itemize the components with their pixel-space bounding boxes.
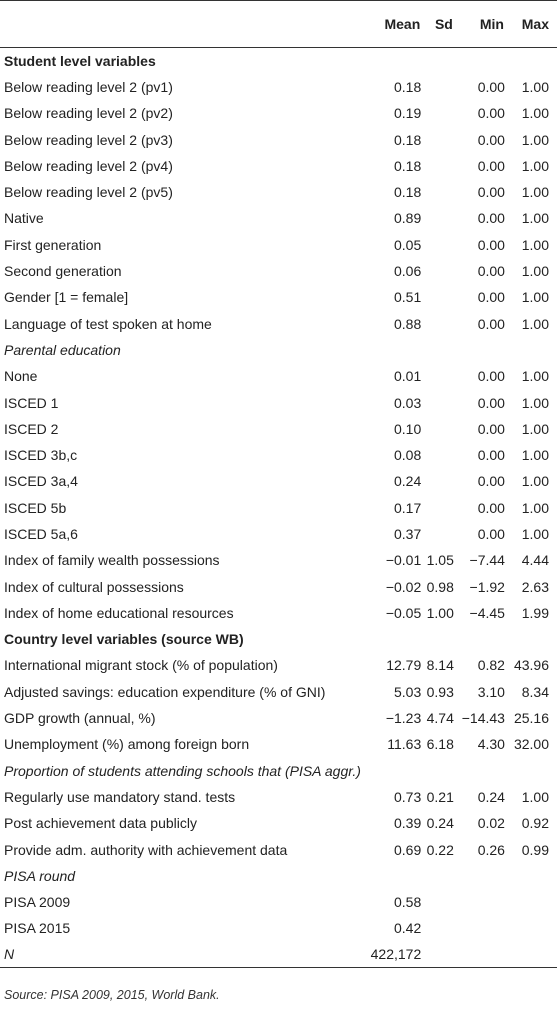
cell-max [505, 337, 557, 363]
cell-max: 1.00 [521, 131, 549, 148]
row-label: First generation [4, 236, 102, 253]
row-label: Language of test spoken at home [4, 315, 212, 332]
table-row [0, 232, 557, 258]
cell-sd [421, 153, 454, 179]
cell-min: −4.45 [469, 604, 505, 621]
cell-sd [421, 363, 454, 389]
table-body [0, 48, 557, 968]
table-row [0, 416, 557, 442]
cell-min: 0.00 [477, 289, 505, 306]
cell-min: 0.00 [477, 78, 505, 95]
row-label: ISCED 1 [4, 394, 59, 411]
table-row [0, 468, 557, 494]
cell-sd: 1.05 [426, 552, 454, 569]
cell-max [505, 48, 557, 74]
row-label: Below reading level 2 (pv3) [4, 131, 173, 148]
row-label: Unemployment (%) among foreign born [4, 736, 250, 753]
table-row [0, 600, 557, 626]
row-label: Post achievement data publicly [4, 815, 197, 832]
cell-max: 1.00 [521, 499, 549, 516]
cell-max [505, 758, 557, 784]
cell-mean: 0.10 [394, 420, 422, 437]
cell-max: 1.00 [521, 157, 549, 174]
cell-max: 1.00 [521, 105, 549, 122]
cell-mean: 0.42 [394, 920, 422, 937]
table-row [0, 389, 557, 415]
row-label: PISA 2009 [4, 894, 71, 911]
row-label: Country level variables (source WB) [4, 631, 244, 648]
row-label: Adjusted savings: education expenditure (% of GNI) [4, 683, 326, 700]
row-label: Regularly use mandatory stand. tests [4, 788, 236, 805]
cell-sd [421, 468, 454, 494]
cell-max: 1.00 [521, 788, 549, 805]
cell-min [454, 758, 505, 784]
subheading-row [0, 942, 557, 968]
cell-max: 1.00 [521, 263, 549, 280]
cell-max: 0.92 [521, 815, 549, 832]
cell-mean: 0.03 [394, 394, 422, 411]
cell-sd: 4.74 [426, 710, 454, 727]
row-label: ISCED 5b [4, 499, 67, 516]
cell-max: 25.16 [513, 710, 549, 727]
cell-min [454, 48, 505, 74]
table-row [0, 731, 557, 757]
row-label: ISCED 3b,c [4, 447, 78, 464]
cell-mean: 0.73 [394, 788, 422, 805]
cell-sd [421, 495, 454, 521]
cell-max: 1.00 [521, 210, 549, 227]
cell-min: 0.00 [477, 315, 505, 332]
row-label: ISCED 3a,4 [4, 473, 78, 490]
cell-min: 0.00 [477, 236, 505, 253]
cell-sd [421, 337, 454, 363]
cell-sd: 1.00 [426, 604, 454, 621]
table-row [0, 784, 557, 810]
cell-min [454, 863, 505, 889]
cell-max: 1.00 [521, 78, 549, 95]
cell-max: 8.34 [521, 683, 549, 700]
cell-min: 0.00 [477, 184, 505, 201]
cell-sd [421, 48, 454, 74]
cell-min: 4.30 [477, 736, 505, 753]
cell-min [454, 337, 505, 363]
cell-min: −1.92 [469, 578, 505, 595]
cell-sd: 0.24 [426, 815, 454, 832]
cell-min [454, 915, 505, 941]
row-label: Gender [1 = female] [4, 289, 129, 306]
section-header-row [0, 48, 557, 74]
table-row [0, 258, 557, 284]
cell-min: 0.24 [477, 788, 505, 805]
cell-max: 1.00 [521, 525, 549, 542]
cell-max: 1.00 [521, 236, 549, 253]
cell-mean: 0.06 [394, 263, 422, 280]
cell-sd [421, 284, 454, 310]
cell-sd [421, 126, 454, 152]
row-label: Index of family wealth possessions [4, 552, 220, 569]
cell-sd [421, 942, 454, 968]
row-label: ISCED 5a,6 [4, 525, 78, 542]
cell-mean: 0.18 [394, 184, 422, 201]
cell-max [505, 626, 557, 652]
cell-min: 0.02 [477, 815, 505, 832]
cell-min [454, 626, 505, 652]
cell-min: 0.00 [477, 263, 505, 280]
row-label: Native [4, 210, 44, 227]
cell-min: 0.00 [477, 394, 505, 411]
table-row [0, 495, 557, 521]
row-label: PISA round [4, 867, 76, 884]
cell-sd [421, 626, 454, 652]
cell-min: 0.00 [477, 131, 505, 148]
table-row [0, 705, 557, 731]
header-sd: Sd [421, 1, 454, 48]
cell-min: 3.10 [477, 683, 505, 700]
cell-mean: 0.58 [394, 894, 422, 911]
header-min: Min [454, 1, 505, 48]
cell-sd: 6.18 [426, 736, 454, 753]
cell-sd [421, 389, 454, 415]
source-note: Source: PISA 2009, 2015, World Bank. [4, 988, 220, 1002]
cell-mean: 422,172 [361, 942, 421, 968]
cell-mean: −1.23 [385, 710, 422, 727]
header-mean: Mean [361, 1, 421, 48]
row-label: Index of home educational resources [4, 604, 234, 621]
cell-mean: 0.08 [394, 447, 422, 464]
cell-max: 32.00 [513, 736, 549, 753]
cell-mean: 0.89 [394, 210, 422, 227]
cell-min: 0.00 [477, 473, 505, 490]
cell-max: 1.99 [521, 604, 549, 621]
cell-min: 0.26 [477, 841, 505, 858]
cell-min: 0.00 [477, 105, 505, 122]
cell-mean: 0.39 [394, 815, 422, 832]
cell-mean: 0.17 [394, 499, 422, 516]
table-row [0, 547, 557, 573]
table-row [0, 521, 557, 547]
cell-max: 1.00 [521, 289, 549, 306]
header-max: Max [505, 1, 557, 48]
cell-max [505, 915, 557, 941]
row-label: N [0, 942, 361, 968]
cell-sd [421, 310, 454, 336]
cell-mean [361, 337, 421, 363]
row-label: Below reading level 2 (pv2) [4, 105, 173, 122]
cell-max: 1.00 [521, 473, 549, 490]
row-label: Provide adm. authority with achievement data [4, 841, 288, 858]
cell-sd: 0.22 [426, 841, 454, 858]
cell-min: 0.00 [477, 525, 505, 542]
table-row [0, 363, 557, 389]
cell-mean: 0.19 [394, 105, 422, 122]
cell-min: 0.00 [477, 157, 505, 174]
cell-max: 1.00 [521, 315, 549, 332]
cell-max: 1.00 [521, 184, 549, 201]
cell-sd [421, 442, 454, 468]
cell-max: 1.00 [521, 447, 549, 464]
table-row [0, 889, 557, 915]
table-row [0, 100, 557, 126]
cell-max: 43.96 [513, 657, 549, 674]
cell-sd [421, 521, 454, 547]
cell-sd [421, 758, 454, 784]
row-label: International migrant stock (% of population) [4, 657, 278, 674]
cell-max: 1.00 [521, 420, 549, 437]
cell-sd: 0.93 [426, 683, 454, 700]
table-row [0, 284, 557, 310]
cell-max [505, 863, 557, 889]
section-header-row [0, 626, 557, 652]
cell-max: 2.63 [521, 578, 549, 595]
cell-sd [421, 915, 454, 941]
table-row [0, 836, 557, 862]
cell-mean: −0.01 [385, 552, 422, 569]
cell-min: −14.43 [461, 710, 505, 727]
cell-min: −7.44 [469, 552, 505, 569]
header-label-column [0, 1, 361, 48]
row-label: Index of cultural possessions [4, 578, 184, 595]
cell-sd [421, 416, 454, 442]
cell-min: 0.00 [477, 420, 505, 437]
subheading-row [0, 863, 557, 889]
row-label: None [4, 368, 38, 385]
row-label: GDP growth (annual, %) [4, 710, 156, 727]
cell-max: 4.44 [521, 552, 549, 569]
cell-sd [421, 74, 454, 100]
cell-min [454, 942, 505, 968]
table-row [0, 679, 557, 705]
cell-mean: 0.18 [394, 157, 422, 174]
cell-sd [421, 100, 454, 126]
cell-max [505, 942, 557, 968]
cell-sd [421, 179, 454, 205]
cell-sd: 0.98 [426, 578, 454, 595]
table-row [0, 126, 557, 152]
table-row [0, 442, 557, 468]
cell-max: 0.99 [521, 841, 549, 858]
table-row [0, 915, 557, 941]
row-label: Below reading level 2 (pv1) [4, 78, 173, 95]
row-label: Second generation [4, 263, 122, 280]
table-row [0, 810, 557, 836]
cell-mean: 0.37 [394, 525, 422, 542]
cell-min: 0.00 [477, 447, 505, 464]
subheading-row [0, 337, 557, 363]
table-row [0, 310, 557, 336]
cell-min: 0.00 [477, 368, 505, 385]
subheading-row [0, 758, 557, 784]
cell-sd: 8.14 [426, 657, 454, 674]
cell-mean: −0.02 [385, 578, 422, 595]
cell-mean: 0.01 [394, 368, 422, 385]
cell-mean: 5.03 [394, 683, 422, 700]
cell-mean: 0.24 [394, 473, 422, 490]
cell-mean: 0.51 [394, 289, 422, 306]
cell-min: 0.00 [477, 210, 505, 227]
table-row [0, 652, 557, 678]
cell-mean: 0.88 [394, 315, 422, 332]
cell-min: 0.00 [477, 499, 505, 516]
cell-mean: 0.18 [394, 131, 422, 148]
cell-min: 0.82 [477, 657, 505, 674]
table-row [0, 74, 557, 100]
cell-max [505, 889, 557, 915]
cell-sd [421, 863, 454, 889]
row-label: Proportion of students attending schools that (PISA aggr.) [4, 762, 361, 779]
table-row [0, 179, 557, 205]
row-label: ISCED 2 [4, 420, 59, 437]
table-row [0, 573, 557, 599]
row-label: Parental education [4, 341, 121, 358]
cell-sd [421, 205, 454, 231]
cell-mean: 0.69 [394, 841, 422, 858]
table-row [0, 153, 557, 179]
cell-mean: 11.63 [387, 736, 422, 753]
table-row [0, 205, 557, 231]
cell-max: 1.00 [521, 368, 549, 385]
header-row [0, 1, 557, 48]
cell-mean [361, 863, 421, 889]
table-header [0, 1, 557, 48]
cell-sd [421, 889, 454, 915]
cell-min [454, 889, 505, 915]
row-label: Student level variables [4, 52, 156, 69]
cell-mean: 0.05 [394, 236, 422, 253]
cell-mean [361, 626, 421, 652]
row-label: PISA 2015 [4, 920, 71, 937]
cell-max: 1.00 [521, 394, 549, 411]
cell-sd [421, 232, 454, 258]
cell-mean: 0.18 [394, 78, 422, 95]
cell-mean: 12.79 [386, 657, 422, 674]
cell-mean [361, 758, 421, 784]
row-label: Below reading level 2 (pv4) [4, 157, 173, 174]
cell-sd [421, 258, 454, 284]
cell-mean: −0.05 [385, 604, 422, 621]
cell-sd: 0.21 [426, 788, 454, 805]
row-label: Below reading level 2 (pv5) [4, 184, 173, 201]
cell-mean [361, 48, 421, 74]
